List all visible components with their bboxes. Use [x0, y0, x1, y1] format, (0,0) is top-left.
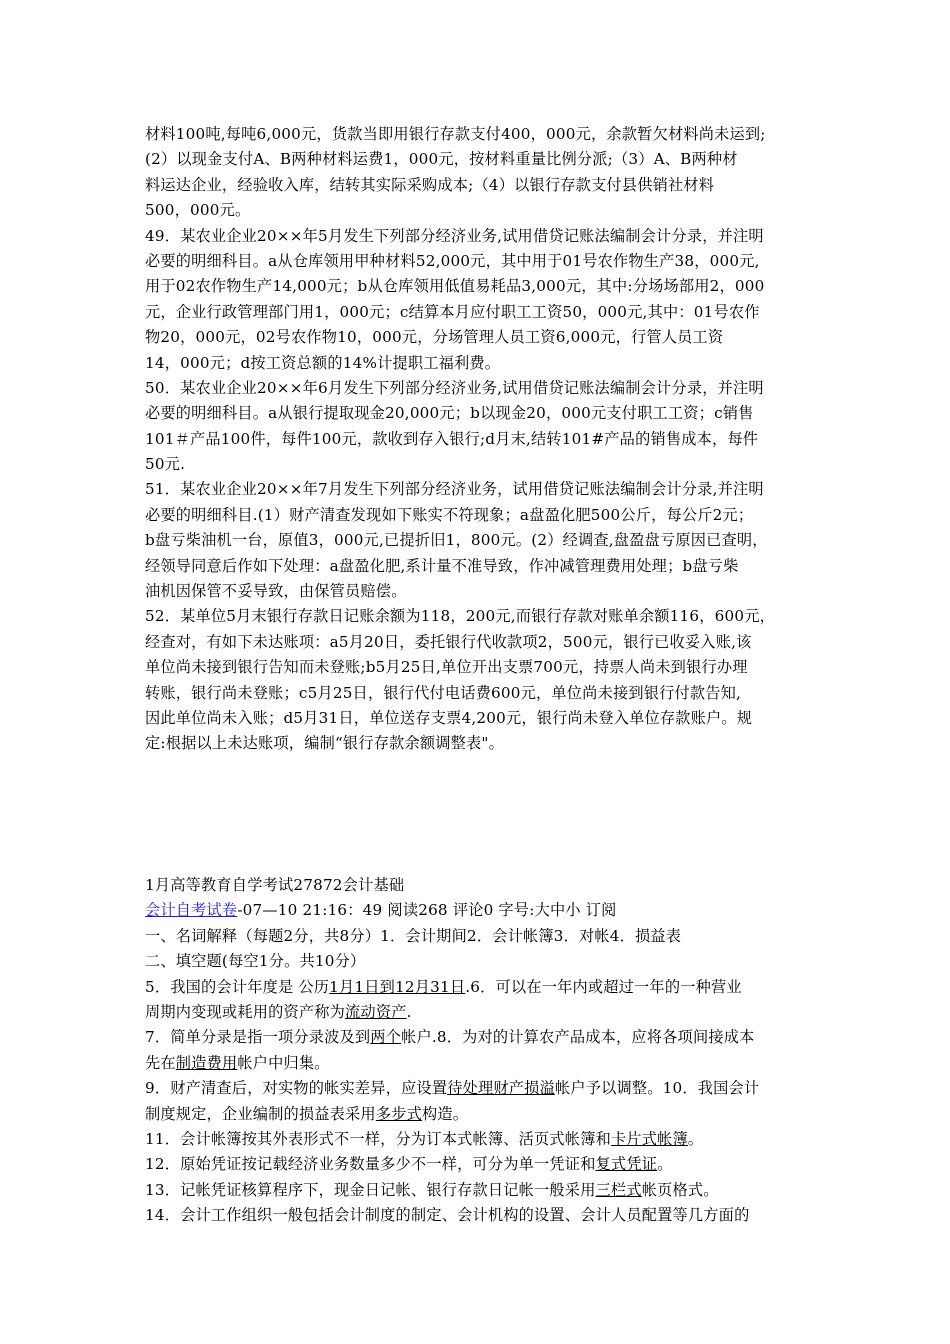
meta-info: -07—10 21:16：49 阅读268 评论0 字号:大中小 订阅	[237, 901, 617, 920]
text-line: 转账，银行尚未登账；c5月25日，银行代付电话费600元，单位尚未接到银行付款告知,	[145, 683, 742, 702]
text-line: 因此单位尚未入账；d5月31日，单位送存支票4,200元，银行尚未登入单位存款账户。规	[145, 708, 753, 727]
question-line: 13．记帐凭证核算程序下，现金日记帐、银行存款日记帐一般采用三栏式帐页格式。	[145, 1180, 719, 1199]
text-line: 必要的明细科目。a从仓库领用甲种材料52,000元，其中用于01号农作物生产38，000元,	[145, 251, 760, 270]
answer-underlined: 卡片式帐簿	[610, 1129, 688, 1148]
question-line: 5．我国的会计年度是 公历1月1日到12月31日.6．可以在一年内或超过一年的一种营业	[145, 977, 742, 996]
exam-section	[145, 873, 813, 1228]
question-line: 9．财产清查后，对实物的帐实差异，应设置待处理财产损溢帐户予以调整。10．我国会计	[145, 1079, 760, 1098]
text-line: 经领导同意后作如下处理：a盘盈化肥,系计量不准导致，作冲减管理费用处理；b盘亏柴	[145, 556, 739, 575]
exam-title: 1月高等教育自学考试27872会计基础	[145, 876, 405, 894]
text-line: 51．某农业企业20××年7月发生下列部分经济业务，试用借贷记账法编制会计分录,并注明	[145, 480, 764, 499]
text-line: 用于02农作物生产14,000元；b从仓库领用低值易耗品3,000元，其中:分场场部用2，000	[145, 277, 765, 296]
text-line: 500，000元。	[145, 201, 251, 220]
text-line: 49．某农业企业20××年5月发生下列部分经济业务,试用借贷记账法编制会计分录，并注明	[145, 226, 764, 245]
text-line: 50．某农业企业20××年6月发生下列部分经济业务,试用借贷记账法编制会计分录，并注明	[145, 378, 764, 397]
text-line: 单位尚未接到银行告知而未登账;b5月25日,单位开出支票700元，持票人尚未到银行办理	[145, 658, 748, 677]
text-line: b盘亏柴油机一台，原值3，000元,已提折旧1，800元。(2）经调查,盘盈盘亏原因已查明，	[145, 531, 768, 550]
category-link[interactable]: 会计自考试卷	[145, 901, 238, 920]
text-line: 料运达企业，经验收入库，结转其实际采购成本;（4）以银行存款支付县供销社材料	[145, 175, 715, 194]
question-line: 周期内变现或耗用的资产称为流动资产.	[145, 1002, 412, 1021]
text-line: 必要的明细科目。a从银行提取现金20,000元；b以现金20，000元支付职工工资；c销售	[145, 404, 754, 423]
answer-underlined: 两个	[370, 1028, 402, 1047]
text-line: 定:根据以上未达账项，编制“银行存款余额调整表"。	[145, 734, 504, 753]
exercise-text-block	[145, 122, 813, 757]
question-line: 14．会计工作组织一般包括会计制度的制定、会计机构的设置、会计人员配置等几方面的	[145, 1206, 750, 1225]
answer-underlined: 1月1日到12月31日	[329, 977, 466, 996]
question-line: 11．会计帐簿按其外表形式不一样，分为订本式帐簿、活页式帐簿和卡片式帐簿。	[145, 1129, 704, 1148]
answer-underlined: 待处理财产损溢	[447, 1079, 555, 1098]
question-line: 制度规定，企业编制的损益表采用多步式构造。	[145, 1104, 469, 1123]
text-line: 14，000元；d按工资总额的14%计提职工福利费。	[145, 353, 501, 372]
section-heading-definitions: 一、名词解释（每题2分，共8分）1．会计期间2．会计帐簿3．对帐4．损益表	[145, 926, 682, 945]
text-line: 52．某单位5月末银行存款日记账余额为118，200元,而银行存款对账单余额116，600元，	[145, 607, 775, 626]
question-line: 12．原始凭证按记载经济业务数量多少不一样，可分为单一凭证和复式凭证。	[145, 1155, 673, 1174]
question-line: 先在制造费用帐户中归集。	[145, 1053, 330, 1072]
text-line: 材料100吨,每吨6,000元，货款当即用银行存款支付400，000元，余款暂欠材料尚未运到;	[145, 125, 766, 143]
text-line: 元，企业行政管理部门用1，000元；c结算本月应付职工工资50，000元,其中：01号农作	[145, 302, 760, 321]
text-line: 必要的明细科目.(1）财产清查发现如下账实不符现象；a盘盈化肥500公斤，每公斤2元；	[145, 505, 754, 524]
answer-underlined: 复式凭证	[595, 1155, 658, 1174]
section-heading-fill-blank: 二、填空题(每空1分。共10分）	[145, 952, 366, 971]
text-line: 101＃产品100件，每件100元，款收到存入银行;d月末,结转101#产品的销售成本，每件	[145, 429, 759, 448]
text-line: 物20，000元，02号农作物10，000元，分场管理人员工资6,000元，行管人员工资	[145, 328, 724, 347]
answer-underlined: 制造费用	[175, 1053, 238, 1072]
answer-underlined: 流动资产	[345, 1002, 407, 1021]
text-line: (2）以现金支付A、B两种材料运费1，000元，按材料重量比例分派;（3）A、B两种材	[145, 150, 738, 169]
article-meta	[145, 898, 813, 923]
text-line: 经查对，有如下未达账项：a5月20日，委托银行代收款项2，500元，银行已收妥入账,该	[145, 632, 752, 651]
answer-underlined: 三栏式	[595, 1180, 642, 1199]
question-line: 7．简单分录是指一项分录波及到两个帐户.8．为对的计算农产品成本，应将各项间接成本	[145, 1028, 755, 1047]
text-line: 50元.	[145, 455, 186, 474]
answer-underlined: 多步式	[375, 1104, 422, 1123]
text-line: 油机因保管不妥导致，由保管员赔偿。	[145, 582, 407, 601]
